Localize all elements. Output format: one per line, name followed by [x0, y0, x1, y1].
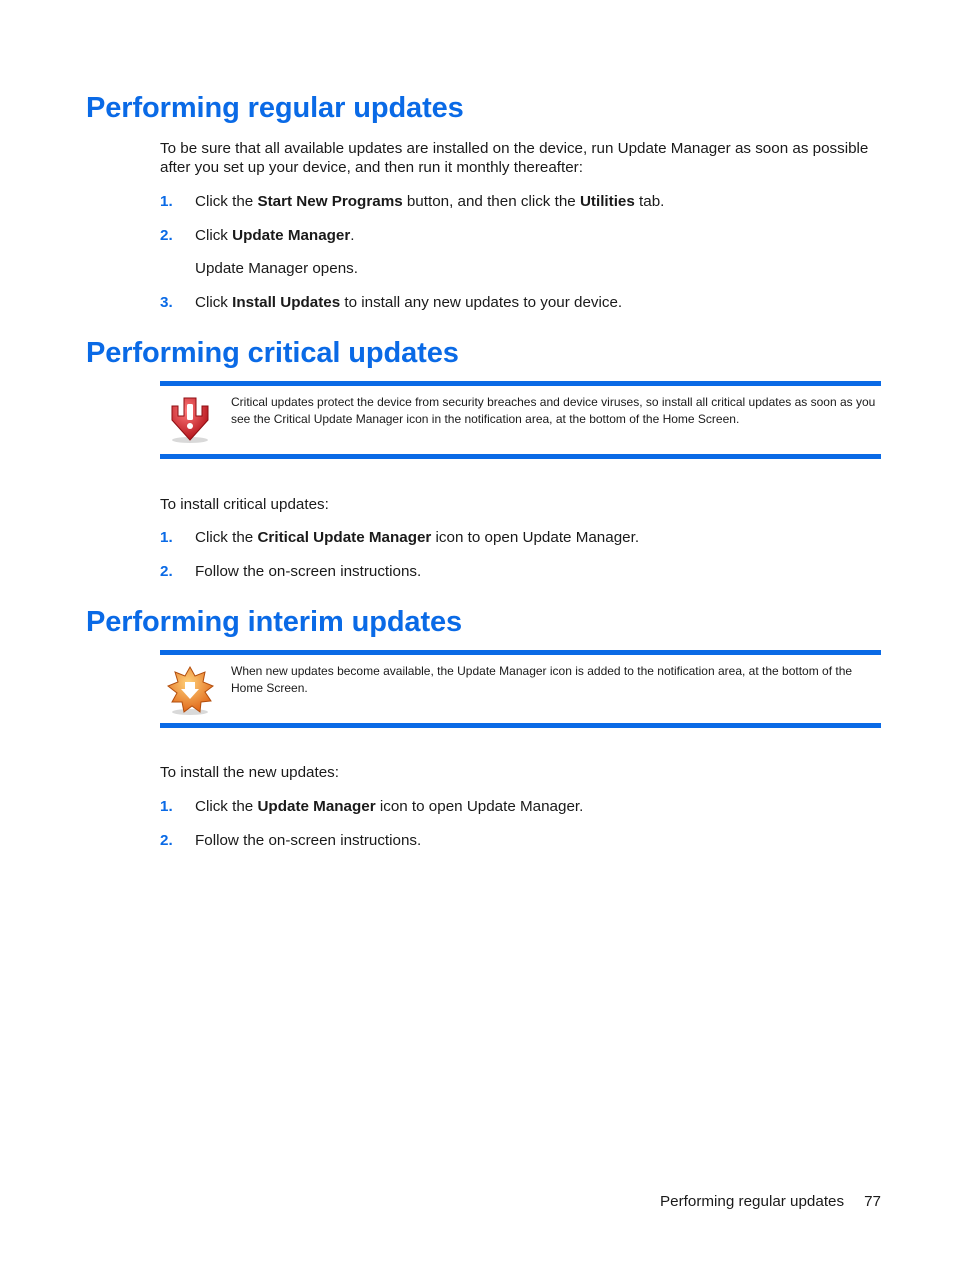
step-number: 2. [160, 227, 173, 244]
page-footer [660, 1193, 881, 1210]
note-text: When new updates become available, the Update Manager icon is added to the notification area, at the bottom of the Home Screen. [231, 664, 853, 695]
step-text: Follow the on-screen instructions. [195, 563, 422, 580]
section-title-critical-updates: Performing critical updates [86, 337, 459, 369]
step-text: Click the Update Manager icon to open Update Manager. [195, 798, 584, 815]
step-text: Click the Critical Update Manager icon to open Update Manager. [195, 529, 640, 546]
critical-update-icon [164, 394, 216, 446]
step-text: Click the Start New Programs button, and then click the Utilities tab. [195, 193, 665, 210]
intro-critical-updates: To install critical updates: [160, 496, 329, 513]
step-number: 1. [160, 798, 173, 815]
step-text: Click Install Updates to install any new updates to your device. [195, 294, 623, 311]
step-number: 1. [160, 193, 173, 210]
note-text: Critical updates protect the device from security breaches and device viruses, so install all critical updates as soon as you see the Critical Update Manager icon in the notification area, at the bottom of the Home Screen. [231, 395, 876, 426]
footer-section-title: Performing regular updates [660, 1193, 845, 1210]
step-text: Click Update Manager. [195, 227, 355, 244]
section-title-regular-updates: Performing regular updates [86, 92, 464, 124]
intro-interim-updates: To install the new updates: [160, 764, 339, 781]
step-number: 3. [160, 294, 173, 311]
step-number: 2. [160, 563, 173, 580]
note-critical-updates [160, 381, 881, 459]
intro-regular-updates: To be sure that all available updates are installed on the device, run Update Manager as soon as possible after you set up your device, and then run it monthly thereafter: [160, 140, 869, 176]
update-manager-icon [164, 665, 216, 717]
note-interim-updates [160, 650, 881, 728]
step-number: 1. [160, 529, 173, 546]
step-text: Follow the on-screen instructions. [195, 832, 422, 849]
page-number: 77 [864, 1193, 881, 1210]
section-title-interim-updates: Performing interim updates [86, 606, 463, 638]
step-number: 2. [160, 832, 173, 849]
step-text: Update Manager opens. [195, 260, 358, 277]
